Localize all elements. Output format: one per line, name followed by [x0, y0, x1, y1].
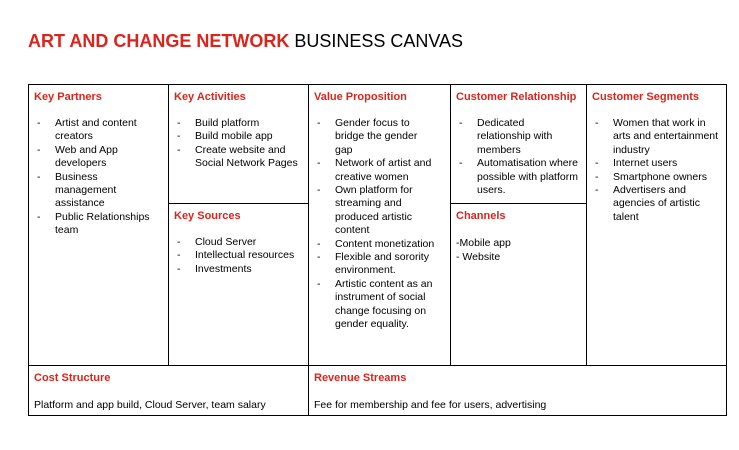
title-highlight: ART AND CHANGE NETWORK [28, 31, 290, 51]
list-item: - Business management assistance [34, 171, 159, 211]
list-item: - Content monetization [314, 238, 439, 251]
cost-structure-text: Platform and app build, Cloud Server, team salary [34, 399, 266, 411]
value-proposition-heading: Value Proposition [314, 91, 407, 103]
key-partners-heading: Key Partners [34, 91, 102, 103]
customer-segments-list [592, 117, 721, 224]
list-item: - Smartphone owners [592, 171, 721, 184]
list-item: - Build mobile app [174, 130, 303, 143]
channels-list [456, 236, 581, 264]
list-item: -Mobile app [456, 237, 511, 249]
customer-segments-heading: Customer Segments [592, 91, 699, 103]
list-item: - Web and App developers [34, 144, 159, 171]
key-activities-heading: Key Activities [174, 91, 246, 103]
list-item: - Automatisation where possible with platform users. [456, 157, 579, 197]
list-item: - Dedicated relationship with members [456, 117, 579, 157]
revenue-streams-text: Fee for membership and fee for users, advertising [314, 399, 547, 411]
value-proposition-cell [309, 85, 450, 332]
value-proposition-list [314, 117, 439, 332]
cost-structure-cell [29, 366, 308, 412]
list-item: - Intellectual resources [174, 249, 303, 262]
revenue-streams-heading: Revenue Streams [314, 372, 407, 384]
list-item: - Public Relationships team [34, 211, 159, 238]
cost-structure-heading: Cost Structure [34, 372, 111, 384]
key-activities-list [174, 117, 303, 171]
list-item: - Network of artist and creative women [314, 157, 439, 184]
list-item: - Women that work in arts and entertainment industry [592, 117, 721, 157]
list-item: - Gender focus to bridge the gender gap [314, 117, 439, 157]
customer-relationship-heading: Customer Relationship [456, 91, 577, 103]
title-rest: BUSINESS CANVAS [294, 31, 464, 51]
list-item: - Artistic content as an instrument of social change focusing on gender equality. [314, 278, 439, 332]
list-item: - Investments [174, 263, 303, 276]
list-item: - Advertisers and agencies of artistic talent [592, 184, 721, 224]
list-item: - Create website and Social Network Pages [174, 144, 303, 171]
customer-segments-cell [587, 85, 726, 224]
customer-relationship-list [456, 117, 579, 197]
list-item: - Internet users [592, 157, 721, 170]
page-title [28, 30, 463, 52]
list-item: - Cloud Server [174, 236, 303, 249]
list-item: - Build platform [174, 117, 303, 130]
key-partners-list [34, 117, 159, 238]
channels-cell [451, 204, 586, 264]
key-sources-heading: Key Sources [174, 210, 241, 222]
channels-heading: Channels [456, 210, 506, 222]
revenue-streams-cell [309, 366, 726, 412]
key-partners-cell [29, 85, 168, 238]
list-item: - Flexible and sorority environment. [314, 251, 439, 278]
key-activities-cell [169, 85, 308, 171]
customer-relationship-cell [451, 85, 586, 197]
list-item: - Artist and content creators [34, 117, 159, 144]
list-item: - Own platform for streaming and produced artistic content [314, 184, 439, 238]
key-sources-list [174, 236, 303, 276]
list-item: - Website [456, 251, 501, 263]
key-sources-cell [169, 204, 308, 276]
business-canvas-grid [28, 84, 727, 416]
